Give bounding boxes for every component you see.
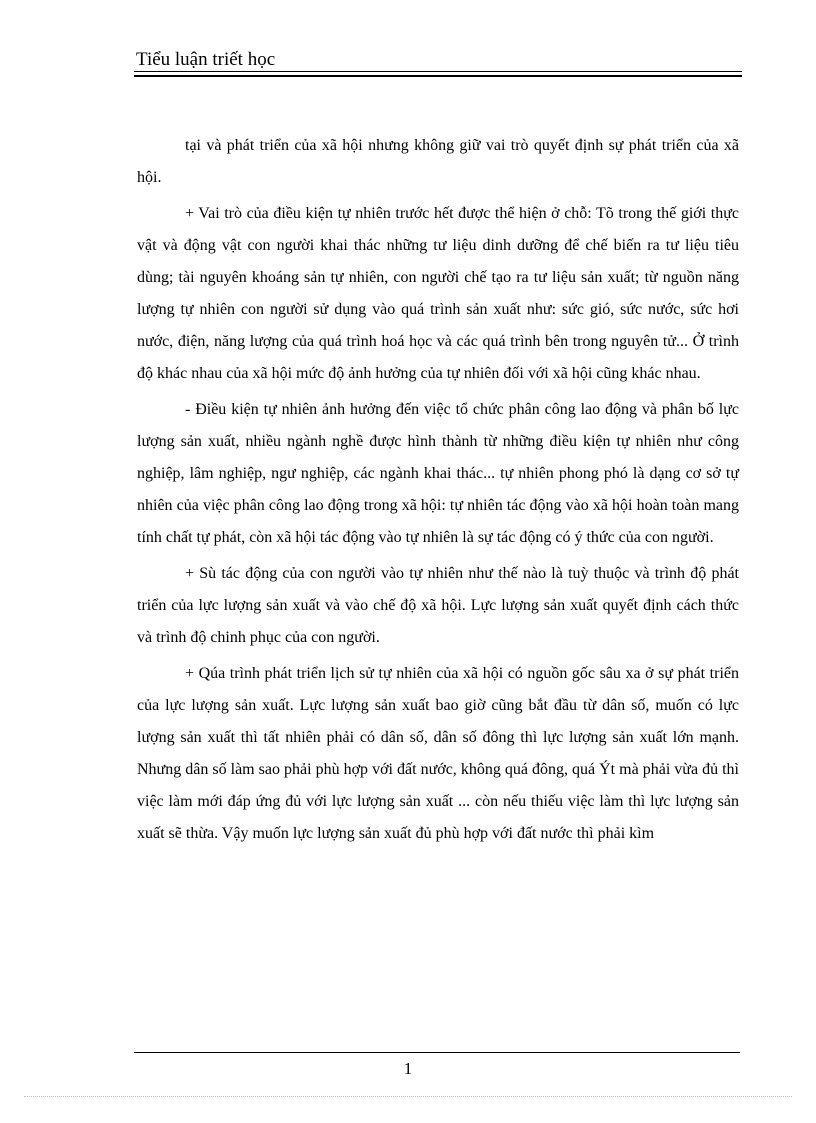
paragraph-2: + Vai trò của điều kiện tự nhiên trước hết được thể hiện ở chỗ: Tõ trong thế giới thực vật và động vật con người khai thác những tư liệu dinh dưỡng để chế biến ra tư liệu tiêu dùng; tài nguyên khoáng sản tự nhiên, con người chế tạo ra tư liệu sản xuất; từ nguồn năng lượng tự nhiên con người sử dụng vào quá trình sản xuất như: sức gió, sức nước, sức hơi nước, điện, năng lượng của quá trình hoá học và các quá trình bên trong nguyên tử... Ở trình độ khác nhau của xã hội mức độ ảnh hưởng của tự nhiên đối với xã hội cũng khác nhau.: [137, 205, 739, 382]
page-bottom-dotted-line: [24, 1096, 792, 1097]
running-header-title: Tiểu luận triết học: [136, 49, 276, 70]
paragraph-1: tại và phát triển của xã hội nhưng không giữ vai trò quyết định sự phát triển của xã hội.: [137, 137, 739, 186]
footer-rule: [134, 1052, 740, 1053]
page-number: 1: [403, 1059, 413, 1078]
paragraph-4: + Sù tác động của con người vào tự nhiên như thế nào là tuỳ thuộc và trình độ phát triển của lực lượng sản xuất và vào chế độ xã hội. Lực lượng sản xuất quyết định cách thức và trình độ chinh phục của con người.: [137, 565, 739, 646]
paragraph-5: + Qúa trình phát triển lịch sử tự nhiên của xã hội có nguồn gốc sâu xa ở sự phát triển của lực lượng sản xuất. Lực lượng sản xuất bao giờ cũng bắt đầu từ dân số, muốn có lực lượng sản xuất thì tất nhiên phải có dân số, dân số đông thì lực lượng sản xuất lớn mạnh. Nhưng dân số làm sao phải phù hợp với đất nước, không quá đông, quá Ýt mà phải vừa đủ thì việc làm mới đáp ứng đủ với lực lượng sản xuất ... còn nếu thiếu việc làm thì lực lượng sản xuất sẽ thừa. Vậy muốn lực lượng sản xuất đủ phù hợp với đất nước thì phải kìm: [137, 665, 739, 842]
paragraph-3: - Điều kiện tự nhiên ảnh hưởng đến việc tổ chức phân công lao động và phân bố lực lượng sản xuất, nhiều ngành nghề được hình thành từ những điều kiện tự nhiên như công nghiệp, lâm nghiệp, ngư nghiệp, các ngành khai thác... tự nhiên phong phó là dạng cơ sở tự nhiên của việc phân công lao động trong xã hội: tự nhiên tác động vào xã hội hoàn toàn mang tính chất tự phát, còn xã hội tác động vào tự nhiên là sự tác động có ý thức của con người.: [137, 401, 739, 546]
header-rule-thick: [134, 75, 742, 77]
header-rule-thin: [134, 71, 742, 72]
body-text: [137, 130, 739, 850]
